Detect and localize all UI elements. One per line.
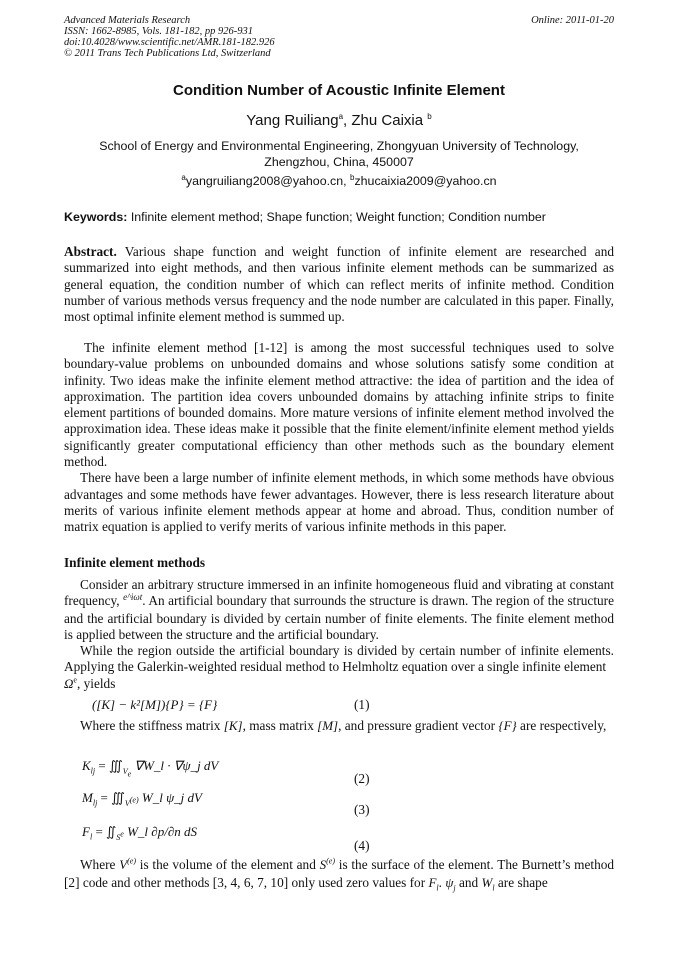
email-b-sup: b [350,172,355,182]
eq3-lhs: M [82,790,93,805]
author-2: Zhu Caixia [351,112,424,129]
abstract-label: Abstract. [64,244,117,259]
where-c: , and pressure gradient vector [338,718,496,733]
last-paragraph [64,856,614,892]
equation-3: $M_{lj}$ = $∭_{V^{(e)}}$ W_l ψ_j dV [82,790,202,808]
email-sep: , [343,174,351,188]
intro-paragraph-2: There have been a large number of infinite element methods, in which some methods have obvious advantages and some methods have fewer advantages. However, there is less research literature about merits of various infinite element methods appear at home and abroad. Thus, condition number of matrix equation is applied to verify merits of various infinite methods in this paper. [64,470,614,535]
S-symbol: S [319,857,327,872]
psi-symbol: ψ [445,875,454,890]
eq4-rhs: W_l ∂p/∂n dS [127,824,197,839]
omega-symbol: Ω [64,675,74,691]
section-paragraph-1 [64,577,614,643]
last-b: is the volume of the element and [139,857,316,872]
copyright-line: © 2011 Trans Tech Publications Ltd, Switzerland [64,48,271,59]
freq-expression: e^iωt [123,592,143,603]
affiliation-line-1: School of Energy and Environmental Engineering, Zhongyuan University of Technology, [99,139,579,153]
psi-sub: j [453,883,456,893]
section-p1a: Consider an arbitrary structure immersed in an infinite homogeneous fluid and vibrating at constant frequency, [64,577,614,609]
authors [0,112,678,129]
section-paragraph-2 [64,643,614,692]
online-date: Online: 2011-01-20 [531,15,614,26]
eq2-lhs: K [82,758,91,773]
section-p1b: . An artificial boundary that surrounds the structure is drawn. The region of the structure and the artificial boundary is divided by certain number of finite elements. The finite element method is applied between the structure and the artificial boundary. [64,593,615,642]
intro-paragraph-1: The infinite element method [1-12] is among the most successful techniques used to solve boundary-value problems on unbounded domains and whose solutions satisfy some condition at infinity. Two ideas make the infinite element method attractive: the idea of partition and the idea of approximation. The partition idea covers unbounded domains by attaching infinite strips to finite element partitions of bounded domains. More mature versions of infinite element method involved the approximation idea. These ideas make it possible that the finite element/infinite element method yields significantly greater computational efficiency than other methods such as the boundary element method. [64,340,614,470]
eq4-sub: l [89,832,93,842]
equation-2: $K_{lj}$ = $∭_{V_e}$ ∇W_l · ∇ψ_j dV [82,758,219,779]
last-c: is the surface of the element. The Burnett’s [338,857,571,872]
yields-text: , yields [76,675,116,691]
journal-name: Advanced Materials Research [64,15,191,26]
K-symbol: [K] [223,718,243,733]
F-symbol: {F} [498,718,517,733]
last2-b: . [438,875,442,890]
eq4-lhs: F [82,824,90,839]
journal-header [64,15,275,59]
eq3-rhs: W_l ψ_j dV [141,790,202,805]
eq3-sub: lj [92,798,98,808]
issn-line: ISSN: 1662-8985, Vols. 181-182, pp 926-931 [64,26,253,37]
last2-c: are shape [497,875,548,890]
last2-a: method [2] code and other methods [3, 4, 6, 7, 10] only used zero values for [64,857,615,890]
intro [64,340,614,536]
equation-1-number: (1) [354,697,370,712]
abstract [64,244,614,325]
and-text: and [458,875,479,890]
keywords-text: Infinite element method; Shape function; Weight function; Condition number [130,210,546,224]
section-p2a: While the region outside the artificial boundary is divided by certain number of infinite elements. Applying the Galerkin-weighted residual method to Helmholtz equation over a single infinite element [64,643,614,675]
where-a: Where the stiffness matrix [80,718,221,733]
M-symbol: [M] [317,718,339,733]
last-a: Where [80,857,116,872]
V-sup: (e) [127,856,137,866]
author-1-sup: a [338,112,344,121]
email-b[interactable]: zhucaixia2009@yahoo.cn [354,174,497,188]
email-a[interactable]: yangruiliang2008@yahoo.cn [185,174,344,188]
eq2-sub: lj [90,766,96,776]
section-body [64,577,614,692]
author-2-sup: b [427,112,432,121]
author-sep: , [343,112,352,129]
affiliation-line-2: Zhengzhou, China, 450007 [264,155,414,169]
author-1: Yang Ruiliang [246,112,339,129]
affiliation [64,138,614,170]
emails [0,174,678,188]
respectively: respectively, [539,718,607,733]
paper-title: Condition Number of Acoustic Infinite Element [173,82,505,99]
section-heading: Infinite element methods [64,555,206,570]
Fl-sub: l [436,883,439,893]
doi-line: doi:10.4028/www.scientific.net/AMR.181-182.926 [64,37,275,48]
W-sub: l [492,883,495,893]
keywords-label: Keywords: [64,210,128,224]
email-a-sup: a [181,172,186,182]
abstract-text: Various shape function and weight function of infinite element are researched and summarized into eight methods, and then various infinite element methods can be summarized as general equation, the condition number of which can reflect merits of infinite method. Condition number of various methods versus frequency and the node number are calculated in this paper. Finally, most optimal infinite element method is summed up. [64,244,614,325]
where-d: are [520,718,537,733]
omega-sup: e [73,675,77,685]
V-symbol: V [119,857,128,872]
where-b: , mass matrix [242,718,314,733]
equation-4: $F_l$ = $∬_{S^e}$ W_l ∂p/∂n dS [82,824,197,842]
equation-3-number: (3) [354,802,370,817]
equation-4-number: (4) [354,838,370,853]
S-sup: (e) [326,856,335,866]
Fl-symbol: F [428,875,437,890]
where-paragraph [64,718,614,734]
W-symbol: W [481,875,493,890]
equation-2-number: (2) [354,771,370,786]
equation-1: ([K] − k²[M]){P} = {F} [92,697,218,712]
eq2-rhs: ∇W_l · ∇ψ_j dV [134,758,219,773]
keywords [64,210,624,224]
